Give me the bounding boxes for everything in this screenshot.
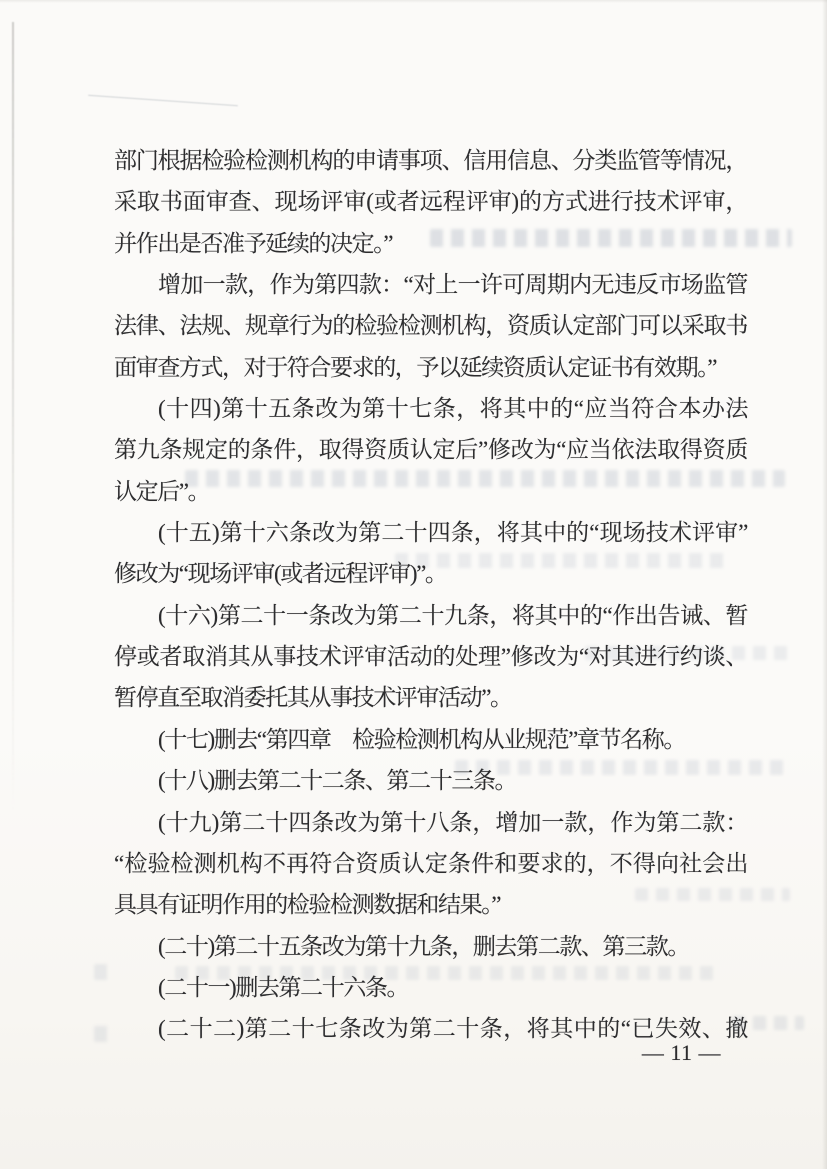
page-number: — 11 — (641, 1040, 721, 1065)
text-line: (十七)删去“第四章 检验检测机构从业规范”章节名称。 (158, 726, 685, 752)
document-text (114, 140, 747, 1050)
text-line: (十六)第二十一条改为第二十九条，将其中的“作出告诫、暂 (158, 602, 747, 628)
text-line: “检验检测机构不再符合资质认定条件和要求的，不得向社会出 (114, 850, 747, 876)
text-line: 并作出是否准予延续的决定。” (114, 230, 393, 256)
text-line: 暂停直至取消委托其从事技术评审活动”。 (114, 685, 512, 711)
text-line: 面审查方式，对于符合要求的，予以延续资质认定证书有效期。” (114, 354, 717, 380)
text-line: (十五)第十六条改为第二十四条，将其中的“现场技术评审” (158, 520, 747, 546)
text-line: 部门根据检验检测机构的申请事项、信用信息、分类监管等情况， (114, 148, 747, 173)
text-line: 法律、法规、规章行为的检验检测机构，资质认定部门可以采取书 (114, 313, 747, 339)
scan-edge-left (12, 22, 14, 812)
text-line: (十九)第二十四条改为第十八条，增加一款，作为第二款： (158, 809, 747, 835)
text-line: (二十)第二十五条改为第十九条，删去第二款、第三款。 (158, 933, 689, 959)
scan-edge-right (822, 0, 827, 1169)
scan-scratch-artifact (88, 95, 238, 106)
text-line: 增加一款，作为第四款：“对上一许可周期内无违反市场监管 (158, 272, 747, 298)
text-line: 采取书面审查、现场评审(或者远程评审)的方式进行技术评审， (114, 189, 747, 215)
text-line: (二十一)删去第二十六条。 (158, 974, 409, 1000)
text-line: (十四)第十五条改为第十七条，将其中的“应当符合本办法 (158, 396, 747, 422)
text-line: 修改为“现场评审(或者远程评审)”。 (114, 561, 447, 587)
text-line: 具具有证明作用的检验检测数据和结果。” (114, 892, 501, 918)
text-line: 认定后”。 (114, 478, 210, 504)
text-line: 第九条规定的条件，取得资质认定后”修改为“应当依法取得资质 (114, 437, 747, 463)
text-line: (十八)删去第二十二条、第二十三条。 (158, 768, 517, 794)
text-line: (二十二)第二十七条改为第二十条，将其中的“已失效、撤 (158, 1016, 747, 1042)
bleedthrough-artifact (94, 1026, 110, 1042)
text-line: 停或者取消其从事技术评审活动的处理”修改为“对其进行约谈、 (114, 644, 747, 670)
bleedthrough-artifact (94, 964, 110, 980)
scan-edge-top (0, 0, 827, 3)
